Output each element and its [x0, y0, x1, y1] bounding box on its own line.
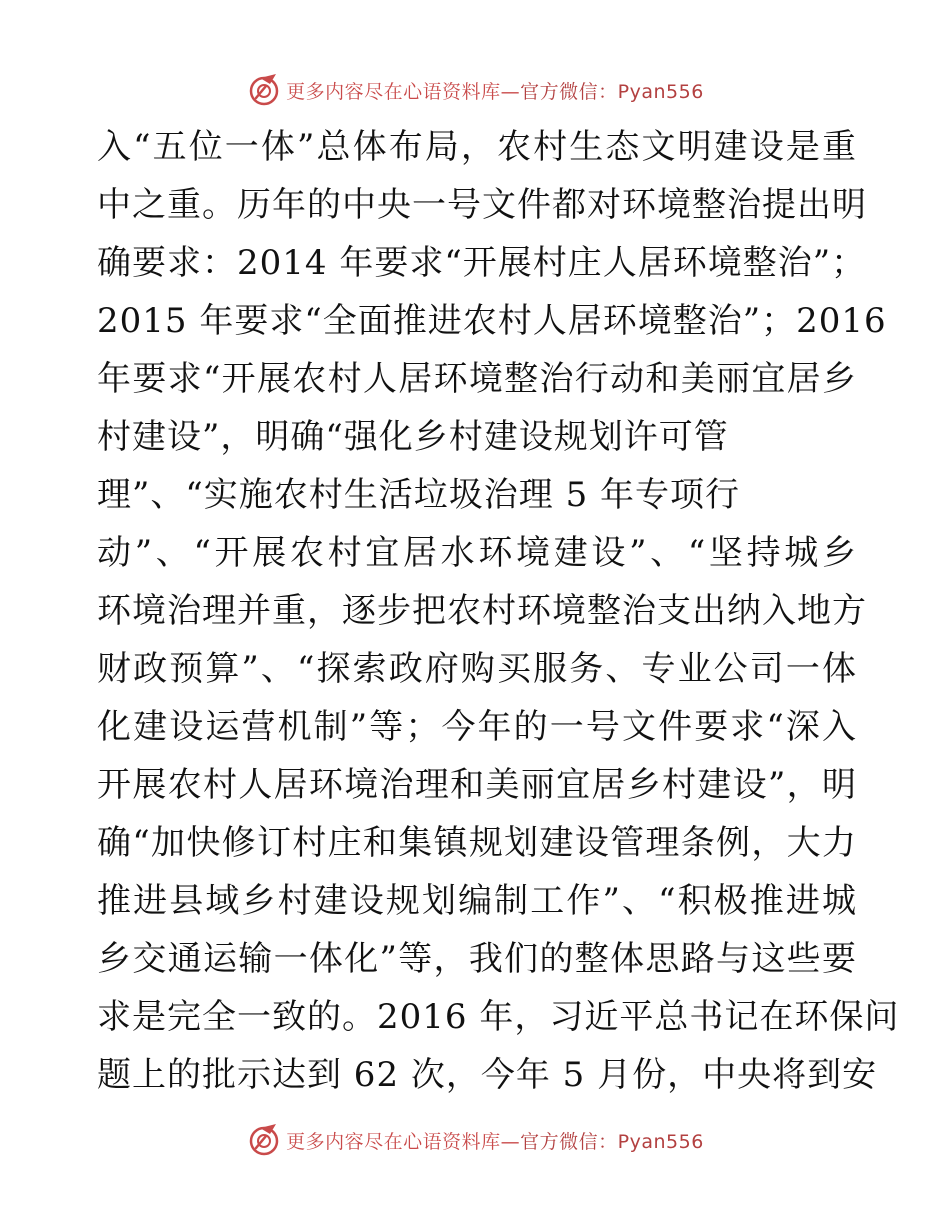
watermark-sub: 官方微信：Pyan556 — [520, 1130, 704, 1153]
text-line: 开展农村人居环境治理和美丽宜居乡村建设”，明 — [97, 765, 857, 805]
text-line: 村建设”，明确“强化乡村建设规划许可管 — [97, 417, 729, 457]
text-line: 2015 年要求“全面推进农村人居环境整治”；2016 — [97, 301, 887, 341]
watermark-separator: — — [500, 80, 521, 103]
text-line: 动”、“开展农村宜居水环境建设”、“坚持城乡 — [97, 533, 857, 573]
watermark-main: 更多内容尽在心语资料库 — [286, 1130, 501, 1153]
text-line: 题上的批示达到 62 次，今年 5 月份，中央将到安 — [97, 1055, 878, 1095]
text-line: 乡交通运输一体化”等，我们的整体思路与这些要 — [97, 939, 857, 979]
watermark-text — [286, 77, 704, 104]
text-line: 年要求“开展农村人居环境整治行动和美丽宜居乡 — [97, 359, 857, 399]
text-line: 化建设运营机制”等；今年的一号文件要求“深入 — [97, 707, 857, 747]
text-line: 求是完全一致的。2016 年，习近平总书记在环保问 — [97, 997, 900, 1037]
text-line: 入“五位一体”总体布局，农村生态文明建设是重 — [97, 127, 857, 167]
text-line: 环境治理并重，逐步把农村环境整治支出纳入地方 — [97, 591, 867, 631]
watermark-text — [286, 1127, 704, 1154]
document-body — [97, 118, 900, 1104]
watermark-separator: — — [500, 1130, 521, 1153]
brand-logo-icon — [246, 72, 282, 108]
text-line: 推进县域乡村建设规划编制工作”、“积极推进城 — [97, 881, 857, 921]
text-line: 理”、“实施农村生活垃圾治理 5 年专项行 — [97, 475, 741, 515]
header-watermark — [0, 70, 950, 110]
watermark-sub: 官方微信：Pyan556 — [520, 80, 704, 103]
footer-watermark — [0, 1120, 950, 1160]
text-line: 确要求：2014 年要求“开展村庄人居环境整治”； — [97, 243, 867, 283]
brand-logo-icon — [246, 1122, 282, 1158]
text-line: 确“加快修订村庄和集镇规划建设管理条例，大力 — [97, 823, 857, 863]
text-line: 中之重。历年的中央一号文件都对环境整治提出明 — [97, 185, 867, 225]
watermark-main: 更多内容尽在心语资料库 — [286, 80, 501, 103]
text-line: 财政预算”、“探索政府购买服务、专业公司一体 — [97, 649, 857, 689]
